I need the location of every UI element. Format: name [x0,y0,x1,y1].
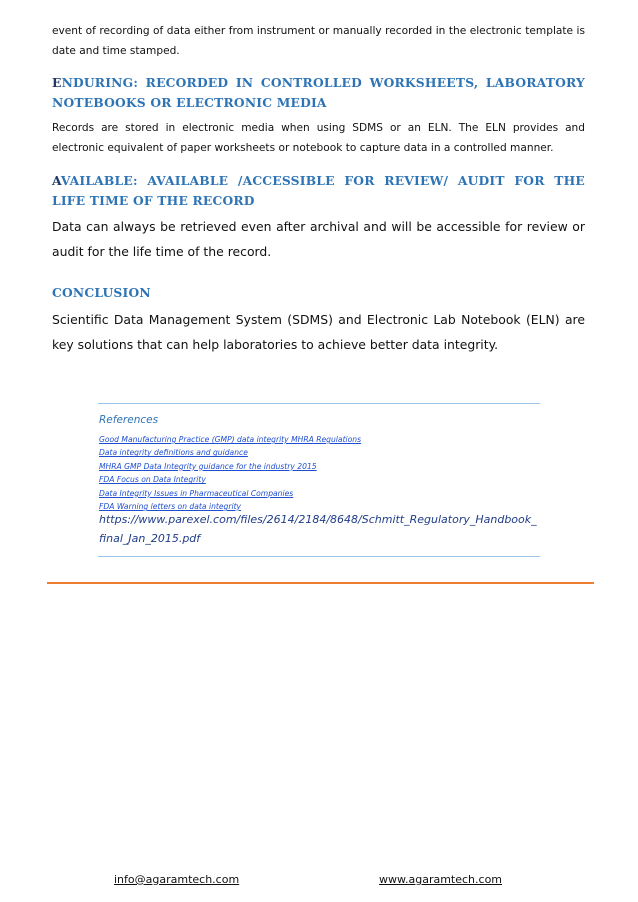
reference-link-fda-focus[interactable]: FDA Focus on Data Integrity [99,475,206,485]
reference-link-fda-warning-letters[interactable]: FDA Warning letters on data integrity [99,502,242,512]
enduring-heading [52,73,585,113]
reference-link-definitions[interactable]: Data integrity definitions and guidance [99,448,248,458]
reference-link-pharma-issues[interactable]: Data Integrity Issues in Pharmaceutical Companies [99,488,294,498]
reference-url[interactable]: https://www.parexel.com/files/2614/2184/8648/Schmitt_Regulatory_Handbook_final_Jan_2015.pdf [99,513,537,545]
section-divider [47,582,594,584]
available-heading-initial: A [52,173,61,188]
available-heading [52,171,585,211]
available-heading-text: VAILABLE: AVAILABLE /ACCESSIBLE FOR REVIEW/ AUDIT FOR THE LIFE TIME OF THE RECORD [52,173,585,208]
conclusion-heading: CONCLUSION [52,285,151,300]
available-paragraph: Data can always be retrieved even after archival and will be accessible for review or audit for the life time of the record. [52,219,585,259]
footer-email-link[interactable]: info@agaramtech.com [114,873,240,886]
reference-link-mhra-guidance[interactable]: MHRA GMP Data Integrity guidance for the industry 2015 [99,461,317,471]
references-list [99,433,361,513]
enduring-heading-text: NDURING: RECORDED IN CONTROLLED WORKSHEETS, LABORATORY NOTEBOOKS OR ELECTRONIC MEDIA [52,75,585,110]
intro-paragraph: event of recording of data either from instrument or manually recorded in the electronic template is date and time stamped. [52,25,585,57]
enduring-heading-initial: E [52,75,62,90]
reference-link-gmp-mhra[interactable]: Good Manufacturing Practice (GMP) data integrity MHRA Regulations [99,435,362,444]
references-title: References [99,414,159,426]
footer-website-link[interactable]: www.agaramtech.com [379,873,503,886]
enduring-paragraph: Records are stored in electronic media when using SDMS or an ELN. The ELN provides and electronic equivalent of paper worksheets or notebook to capture data in a controlled manner. [52,122,585,154]
conclusion-paragraph: Scientific Data Management System (SDMS) and Electronic Lab Notebook (ELN) are key solutions that can help laboratories to achieve better data integrity. [52,312,585,352]
references-box [98,403,540,557]
